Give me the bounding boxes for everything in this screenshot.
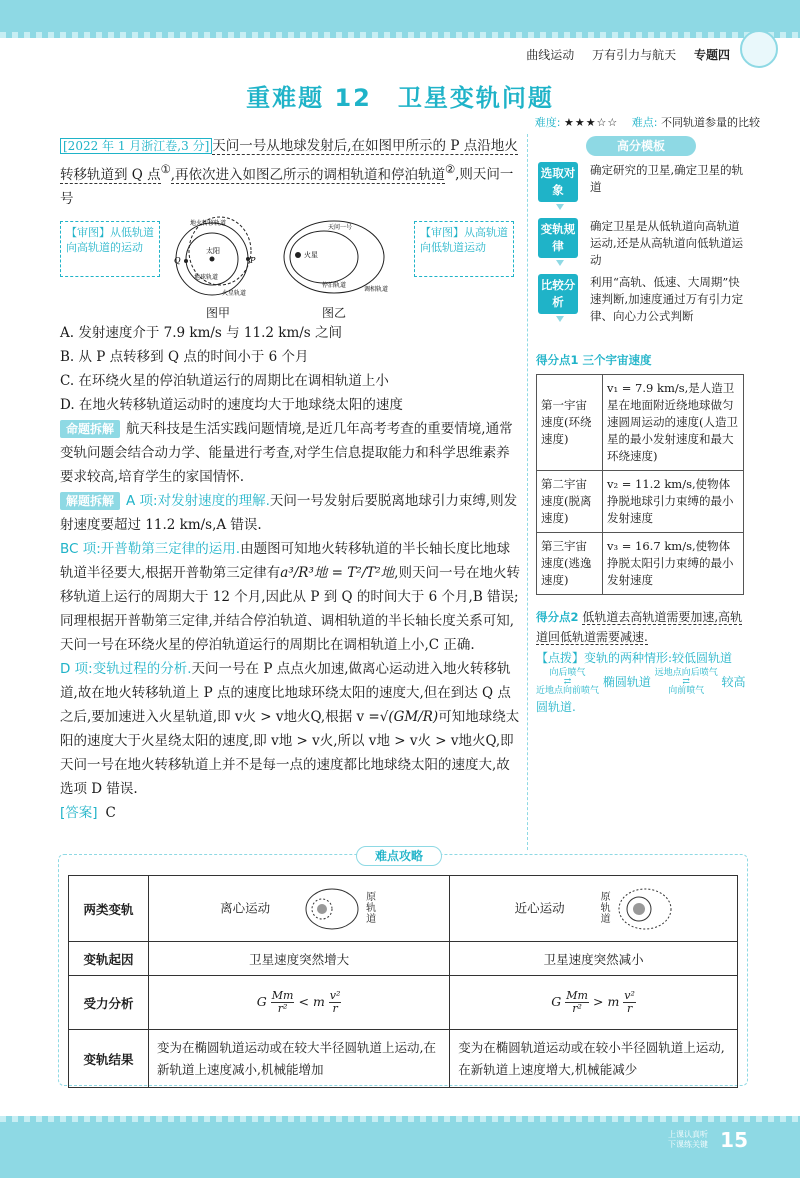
result-left: 变为在椭圆轨道运动或在较大半径圆轨道上运动,在新轨道上速度减小,机械能增加	[149, 1030, 450, 1088]
row-head: 受力分析	[69, 976, 149, 1030]
frac-den: r²	[277, 1002, 288, 1015]
g-symbol: G	[256, 994, 267, 1009]
bc-text2: ,则天问一号在地火转移轨道上运行的周期大于 12 个月,因此从 P 到 Q 的时间大于 6 个月,B 错误;同理根据开普勒第三定律,并结合停泊轨道、调相轨道的半长轴长度关系可知,天问一号在环绕火星的停泊轨道运行的周期比在调相轨道上小,C 正确.	[60, 564, 520, 653]
orbit-label: 原轨道	[600, 892, 611, 925]
arrow-1	[536, 669, 599, 696]
speed-name: 第三宇宙速度(逃逸速度)	[537, 533, 603, 595]
centrifugal-diagram-icon	[304, 887, 360, 931]
solve-tag: 解题拆解	[60, 492, 120, 510]
point2-block	[536, 607, 746, 647]
speed-name: 第二宇宙速度(脱离速度)	[537, 471, 603, 533]
d-text1: 天问一号在 P 点点火加速,做离心运动进入地火转移轨道,故在地火转移轨道上 P 点的速度比地球环绕太阳的速度大,但在到达 Q 点之后,要加速进入火星轨道,即 v火 > v地火Q,根据 v =	[60, 660, 511, 725]
tip-block	[536, 647, 746, 718]
mars-orbit-label: 火星轨道	[222, 289, 247, 297]
speed-desc: v₁ = 7.9 km/s,是人造卫星在地面附近绕地球做匀速圆周运动的速度(人造卫星的最小发射速度和最大环绕速度)	[603, 375, 744, 471]
frac-den: r	[626, 1002, 633, 1015]
centripetal-cell	[450, 876, 738, 942]
frac-v2-r	[623, 990, 636, 1015]
point2-text: 低轨道去高轨道需要加速,高轨道回低轨道需要减速.	[536, 610, 743, 644]
compare-sign: <	[298, 994, 309, 1009]
frac-num: v²	[624, 989, 635, 1002]
step-label: 选取对象	[538, 162, 578, 202]
table-row	[69, 876, 738, 942]
mark1: ①	[160, 163, 171, 176]
stem-part1: 天问一号从地球发射后,在如图甲所示的 P 点沿地火转移轨道到 Q 点	[60, 138, 518, 183]
q-label: Q	[174, 255, 181, 265]
point1-tag: 得分点1 三个宇宙速度	[536, 353, 652, 367]
guide-title: 难点攻略	[356, 846, 442, 866]
frac-mm-r2	[565, 990, 589, 1015]
phasing-label: 调相轨道	[364, 285, 389, 293]
d-text2: 可知地球绕太阳的速度大于火星绕太阳的速度,即 v地 > v火,所以 v地 > v火 > v地火Q,即天问一号在地火转移轨道上并不是每一点的速度都比地球绕太阳的速度大,故选项 D 错误.	[60, 708, 520, 797]
template-step	[536, 218, 746, 274]
planet-dot	[633, 903, 645, 915]
answer-value: C	[105, 804, 116, 821]
page-number: 15	[720, 1128, 748, 1152]
sun-label: 太阳	[206, 246, 220, 255]
figure-b-caption: 图乙	[322, 305, 347, 320]
transfer-label: 地火转移轨道	[190, 219, 227, 227]
arrow-glyph-icon: ⇄	[563, 677, 572, 687]
option-b: B. 从 P 点转移到 Q 点的时间小于 6 个月	[60, 348, 309, 365]
table-row	[537, 533, 744, 595]
tip-head: 【点拨】	[536, 651, 585, 665]
column-divider	[527, 134, 528, 850]
option-c: C. 在环绕火星的停泊轨道运行的周期比在调相轨道上小	[60, 372, 389, 389]
speed-desc: v₂ = 11.2 km/s,使物体挣脱地球引力束缚的最小发射速度	[603, 471, 744, 533]
solve-bc-paragraph	[60, 537, 520, 657]
answer-line	[60, 801, 520, 825]
step-text: 确定研究的卫星,确定卫星的轨道	[590, 163, 744, 194]
solve-d-paragraph	[60, 657, 520, 801]
question-column	[60, 134, 520, 825]
mark2: ②	[445, 163, 456, 176]
m-symbol: m	[312, 994, 325, 1009]
arrow1-bottom: 近地点向前喷气	[536, 686, 600, 696]
solve-a-paragraph	[60, 489, 520, 537]
bc-text1: 由题图可知地火转移轨道的半长轴长度比地球轨道半径要大,根据开普勒第三定律有	[60, 540, 511, 581]
intent-text: 航天科技是生活实践问题情境,是近几年高考考查的重要情境,通常变轨问题会结合动力学、能量进行考查,对学生信息提取能力和科学思维素养要求较高,培育学生的家国情怀.	[60, 420, 513, 485]
g-symbol: G	[551, 994, 562, 1009]
m-symbol: m	[607, 994, 620, 1009]
point2-tag: 得分点2	[536, 610, 579, 624]
template-title: 高分模板	[586, 136, 696, 156]
planet-dot	[317, 904, 327, 914]
footer-motto	[668, 1130, 708, 1150]
a-head: A 项:对发射速度的理解.	[126, 492, 270, 509]
table-row	[537, 375, 744, 471]
arrow2-top: 远地点向后喷气	[654, 668, 718, 678]
top-banner	[0, 0, 800, 38]
difficulty-label: 难度:	[534, 116, 561, 129]
option-a: A. 发射速度介于 7.9 km/s 与 11.2 km/s 之间	[60, 324, 343, 341]
speed-name: 第一宇宙速度(环绕速度)	[537, 375, 603, 471]
arrow-glyph-icon: ⇄	[682, 677, 690, 687]
row-head: 变轨结果	[69, 1030, 149, 1088]
motto-line1: 上课认真听	[668, 1130, 708, 1139]
table-row	[69, 976, 738, 1030]
force-left	[149, 976, 450, 1030]
centripetal-diagram-icon	[617, 887, 673, 931]
tip-text3: 较高圆轨道.	[536, 675, 746, 714]
arrow2-bottom: 向前喷气	[668, 686, 705, 696]
table-row	[69, 1030, 738, 1088]
step-text: 确定卫星是从低轨道向高轨道运动,还是从高轨道向低轨道运动	[590, 219, 744, 267]
figure-a-caption: 图甲	[206, 305, 231, 320]
frac-num: v²	[329, 989, 341, 1002]
orbit-label: 原轨道	[366, 892, 377, 925]
tianwen-label: 天问一号	[328, 223, 353, 231]
tip-text2: 椭圆轨道	[602, 675, 651, 689]
velocity-formula: √(GM/R)	[379, 708, 439, 725]
question-stem	[60, 134, 520, 211]
cause-right: 卫星速度突然减小	[450, 942, 738, 976]
arrow1-top: 向后喷气	[549, 668, 586, 678]
centripetal-label: 近心运动	[514, 900, 565, 915]
bc-head: BC 项:开普勒第三定律的运用.	[60, 540, 241, 557]
running-header	[512, 46, 730, 63]
table-row	[537, 471, 744, 533]
mascot-badge-icon	[740, 30, 778, 68]
page-title: 重难题 12 卫星变轨问题	[246, 84, 554, 112]
figure-a	[164, 215, 268, 301]
stem-part3: ,则天问一号	[60, 166, 514, 207]
step-label: 比较分析	[538, 274, 578, 314]
figure-area	[60, 215, 520, 319]
mars-label: 火星	[304, 250, 318, 259]
focus-text: 不同轨道参量的比较	[661, 116, 760, 129]
point-q	[184, 259, 188, 263]
table-row	[69, 942, 738, 976]
cosmic-speed-table	[536, 374, 744, 595]
focus-label: 难点:	[631, 116, 658, 129]
result-right: 变为在椭圆轨道运动或在较小半径圆轨道上运动,在新轨道上速度增大,机械能减少	[450, 1030, 738, 1088]
step-text: 利用“高轨、低速、大周期”快速判断,加速度通过万有引力定律、向心力公式判断	[590, 275, 744, 323]
d-head: D 项:变轨过程的分析.	[60, 660, 192, 677]
frac-v2-r	[329, 990, 342, 1015]
sun-dot	[210, 256, 215, 261]
intent-tag: 命题拆解	[60, 420, 120, 438]
earth-orbit-label: 地球轨道	[194, 273, 219, 281]
header-section1: 曲线运动	[526, 48, 575, 62]
annotation-right: 【审图】从高轨道向低轨道运动	[414, 221, 514, 277]
annotation-left: 【审图】从低轨道向高轨道的运动	[60, 221, 160, 277]
intent-paragraph	[60, 417, 520, 489]
sidebar-column	[536, 136, 746, 718]
mars-dot	[295, 252, 301, 258]
motto-line2: 下课练关键	[668, 1140, 708, 1149]
figure-b	[282, 215, 394, 301]
guide-table	[68, 875, 738, 1088]
option-d: D. 在地火转移轨道运动时的速度均大于地球绕太阳的速度	[60, 396, 403, 413]
tip-text1: 变轨的两种情形:较低圆轨道	[584, 651, 733, 665]
step-label: 变轨规律	[538, 218, 578, 258]
cause-left: 卫星速度突然增大	[149, 942, 450, 976]
difficulty-stars-icon: ★★★☆☆	[563, 116, 619, 129]
header-topic: 专题四	[693, 48, 730, 62]
centrifugal-label: 离心运动	[220, 900, 271, 915]
row-head: 变轨起因	[69, 942, 149, 976]
frac-num: Mm	[271, 989, 294, 1002]
answer-tag: [答案]	[60, 804, 98, 821]
header-section2: 万有引力与航天	[592, 48, 677, 62]
centrifugal-cell	[149, 876, 450, 942]
parking-label: 停泊轨道	[322, 281, 347, 289]
stem-part2: ,再依次进入如图乙所示的调相轨道和停泊轨道	[170, 166, 446, 183]
kepler-formula: a³/R³地 = T²/T²地	[280, 564, 395, 581]
compare-sign: >	[592, 994, 604, 1009]
difficulty-line	[420, 114, 760, 130]
frac-den: r²	[572, 1002, 582, 1015]
arrow-2	[655, 669, 718, 696]
p-label: P	[250, 255, 256, 265]
a-text: 天问一号发射后要脱离地球引力束缚,则发射速度要超过 11.2 km/s,A 错误.	[60, 492, 518, 533]
force-right	[450, 976, 738, 1030]
template-step	[536, 274, 746, 346]
frac-mm-r2	[271, 990, 295, 1015]
frac-den: r	[332, 1002, 338, 1015]
question-source: [2022 年 1 月浙江卷,3 分]	[60, 138, 212, 154]
template-step	[536, 162, 746, 218]
frac-num: Mm	[566, 989, 588, 1002]
speed-desc: v₃ = 16.7 km/s,使物体挣脱太阳引力束缚的最小发射速度	[603, 533, 744, 595]
row-head: 两类变轨	[69, 876, 149, 942]
